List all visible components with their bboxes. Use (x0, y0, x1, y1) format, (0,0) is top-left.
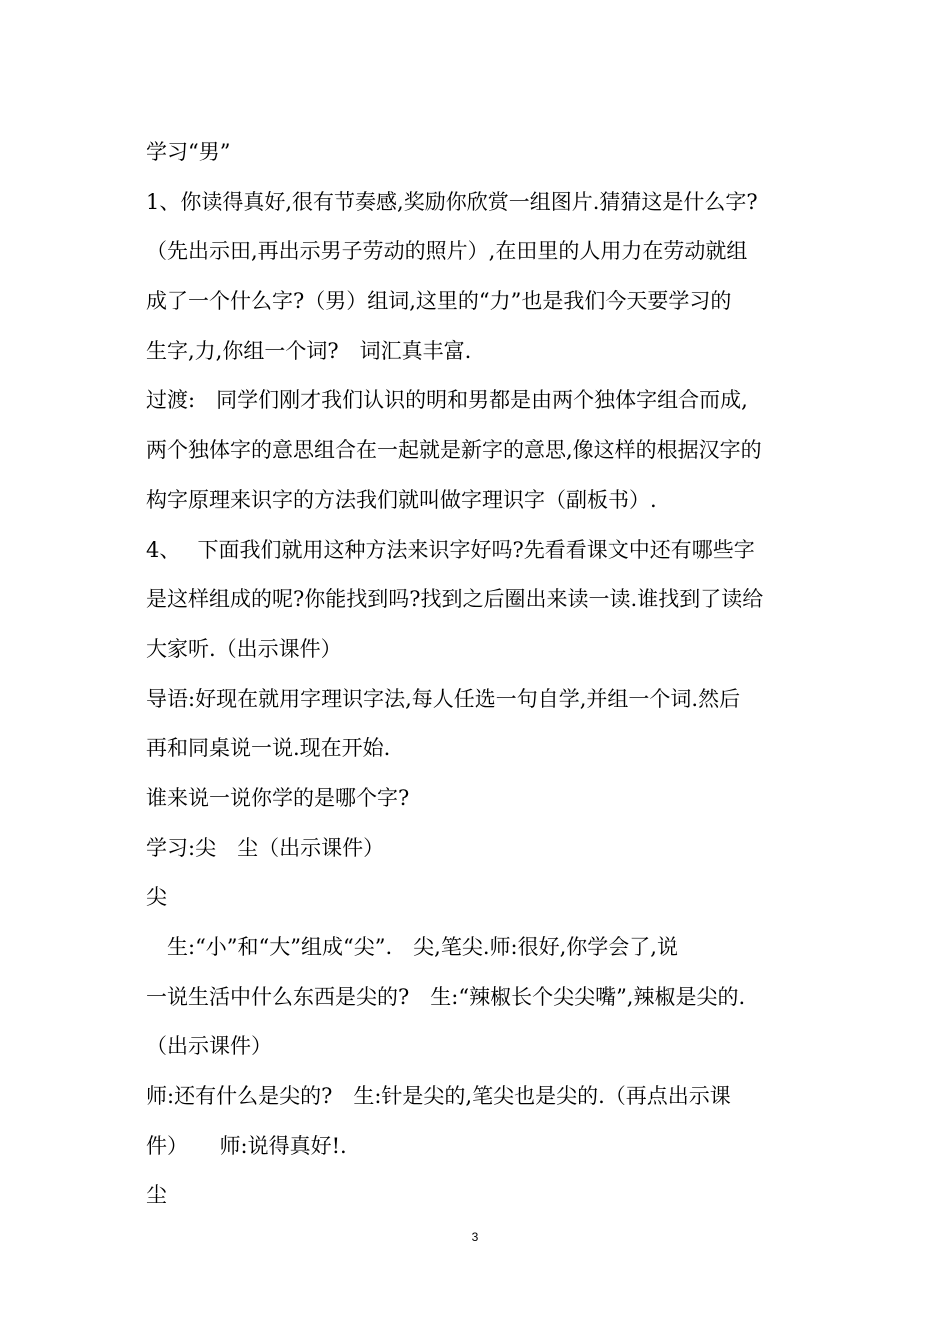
text-line: 谁来说一说你学的是哪个字? (146, 785, 410, 810)
text-line: 尖 (146, 885, 167, 910)
text-line: 成了一个什么字?（男）组词,这里的“力”也是我们今天要学习的 (146, 289, 732, 314)
page-number: 3 (471, 1230, 479, 1244)
text-line: 1、你读得真好,很有节奏感,奖励你欣赏一组图片.猜猜这是什么字? (146, 189, 758, 214)
text-line: 一说生活中什么东西是尖的? 生:“辣椒长个尖尖嘴”,辣椒是尖的. (146, 984, 746, 1009)
text-line: 生字,力,你组一个词? 词汇真丰富. (146, 338, 472, 363)
document-body (146, 128, 816, 1221)
text-line: 师:还有什么是尖的? 生:针是尖的,笔尖也是尖的.（再点出示课 (146, 1084, 731, 1109)
text-line: 尘 (146, 1183, 167, 1208)
text-line: 4、 下面我们就用这种方法来识字好吗?先看看课文中还有哪些字 (146, 537, 755, 562)
text-line: 再和同桌说一说.现在开始. (146, 736, 391, 761)
text-line: 件） 师:说得真好!. (146, 1133, 347, 1158)
text-line: 过渡: 同学们刚才我们认识的明和男都是由两个独体字组合而成, (146, 388, 748, 413)
text-line: 学习“男” (146, 140, 231, 164)
text-line: 构字原理来识字的方法我们就叫做字理识字（副板书）. (146, 487, 657, 512)
text-line: 是这样组成的呢?你能找到吗?找到之后圈出来读一读.谁找到了读给 (146, 587, 764, 612)
text-line: 大家听.（出示课件） (146, 636, 342, 661)
text-line: 两个独体字的意思组合在一起就是新字的意思,像这样的根据汉字的 (146, 438, 762, 463)
text-line: 导语:好现在就用字理识字法,每人任选一句自学,并组一个词.然后 (146, 686, 741, 711)
text-line: （出示课件） (146, 1034, 272, 1059)
text-line: 生:“小”和“大”组成“尖”. 尖,笔尖.师:很好,你学会了,说 (146, 935, 678, 959)
text-line: 学习:尖 尘（出示课件） (146, 835, 385, 860)
text-line: （先出示田,再出示男子劳动的照片）,在田里的人用力在劳动就组 (146, 239, 748, 264)
